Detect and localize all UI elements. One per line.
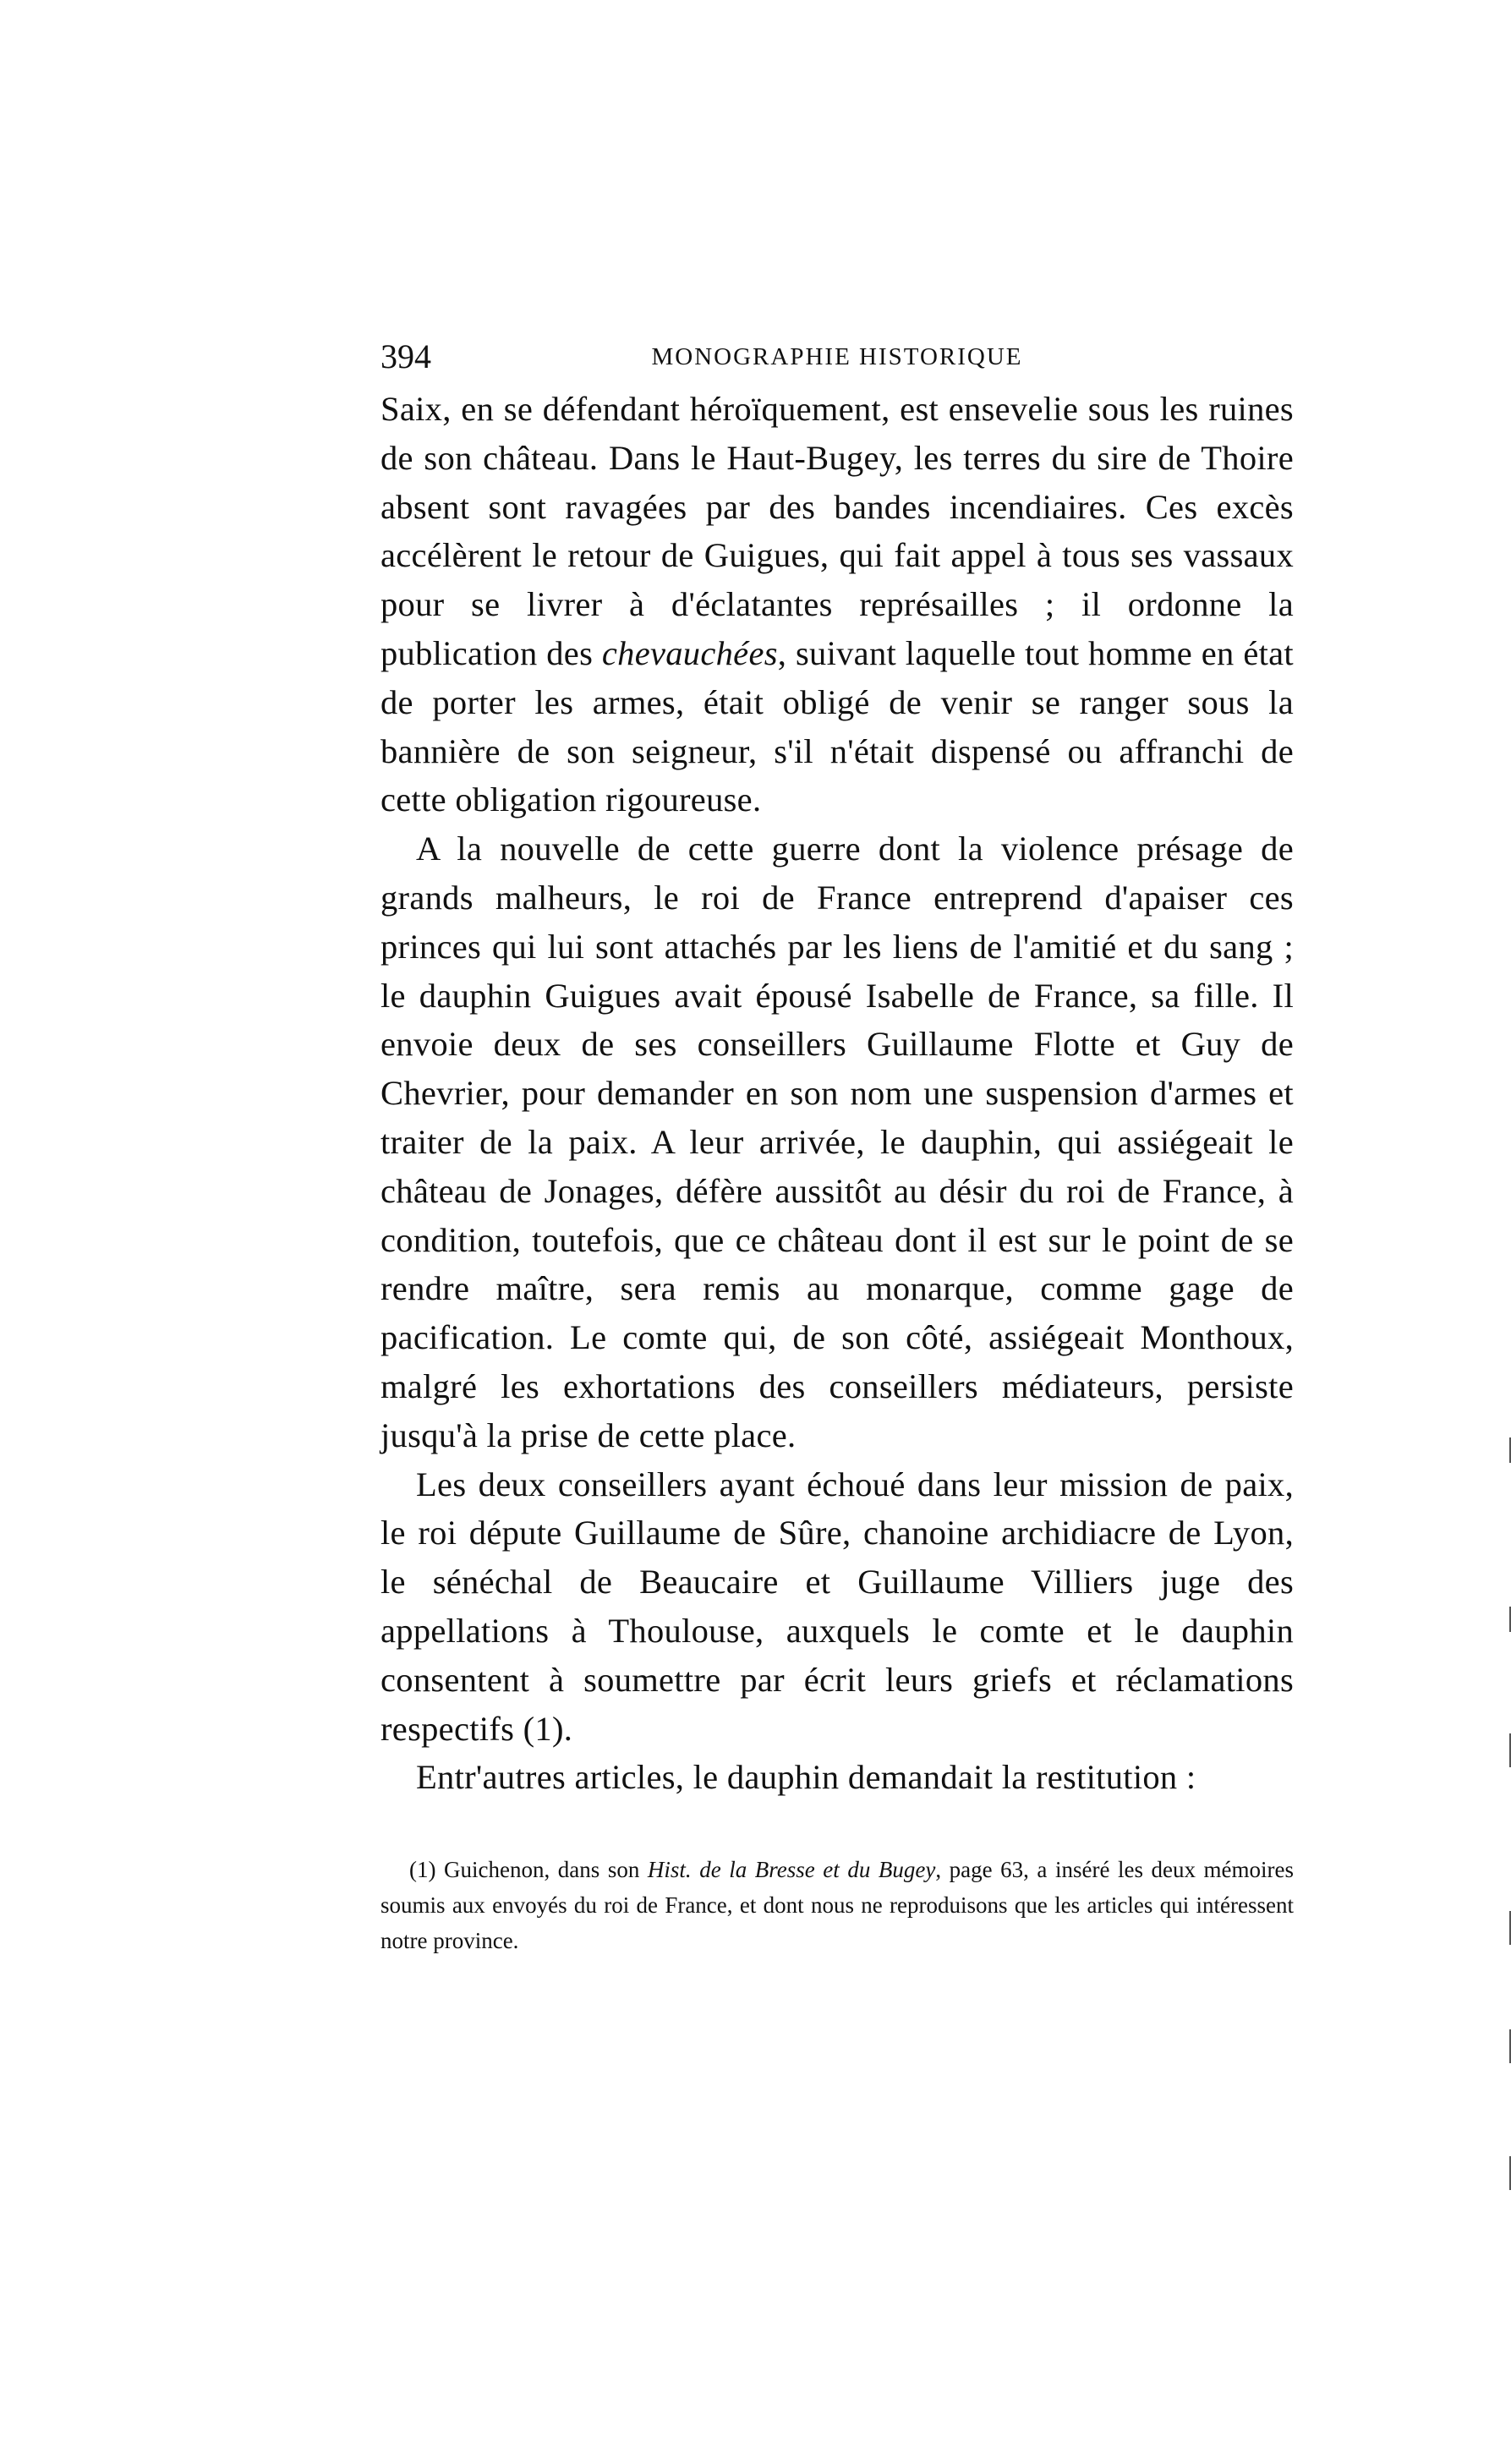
footnote: [380, 1852, 1294, 1958]
paragraph-text: Saix, en se défendant héroïquement, est ensevelie sous les ruines de son château. Dans le Haut-Bugey, les terres du sire de Thoire absent sont ravagées par des bandes incendiaires. Ces excès accélèrent le retour de Guigues, qui fait appel à tous ses vassaux pour se livrer à d'éclatantes représailles ; il ordonne la publication des: [380, 390, 1294, 672]
paragraph: Entr'autres articles, le dauphin demandait la restitution :: [416, 1758, 1196, 1797]
body-text: [380, 385, 1294, 1802]
footnote-text: , page 63, a inséré les deux mémoires soumis aux envoyés du roi de France, et dont nous ne reproduisons que les articles qui intéressent notre province.: [380, 1857, 1295, 1953]
paragraph-text: , suivant laquelle tout homme en état de porter les armes, était obligé de venir se ranger sous la bannière de son seigneur, s'il n'était dispensé ou affranchi de cette obligation rigoureuse.: [380, 633, 1294, 819]
footnote-italic-title: Hist. de la Bresse et du Bugey: [647, 1857, 936, 1882]
italic-term: chevauchées: [601, 633, 778, 672]
page-number: 394: [380, 337, 431, 375]
running-head: [380, 331, 1294, 382]
footnote-marker: (1): [409, 1857, 436, 1882]
paragraph: A la nouvelle de cette guerre dont la violence présage de grands malheurs, le roi de France entreprend d'apaiser ces princes qui lui sont attachés par les liens de l'amitié et du sang ; le dauphin Guigues avait épousé Isabelle de France, sa fille. Il envoie deux de ses conseillers Guillaume Flotte et Guy de Chevrier, pour demander en son nom une suspension d'armes et traiter de la paix. A leur arrivée, le dauphin, qui assiégeait le château de Jonages, défère aussitôt au désir du roi de France, à condition, toutefois, que ce château dont il est sur le point de se rendre maître, sera remis au monarque, comme gage de pacification. Le comte qui, de son côté, assiégeait Monthoux, malgré les exhortations des conseillers médiateurs, persiste jusqu'à la prise de cette place.: [380, 830, 1294, 1454]
paragraph: Les deux conseillers ayant échoué dans leur mission de paix, le roi députe Guillaume de Sûre, chanoine archidiacre de Lyon, le sénéchal de Beaucaire et Guillaume Villiers juge des appellations à Thoulouse, auxquels le comte et le dauphin consentent à soumettre par écrit leurs griefs et réclamations respectifs (1).: [380, 1465, 1294, 1748]
paragraph-continuation: [380, 385, 1294, 824]
running-title: MONOGRAPHIE HISTORIQUE: [651, 343, 1023, 370]
footnote-text: Guichenon, dans son: [435, 1857, 648, 1882]
